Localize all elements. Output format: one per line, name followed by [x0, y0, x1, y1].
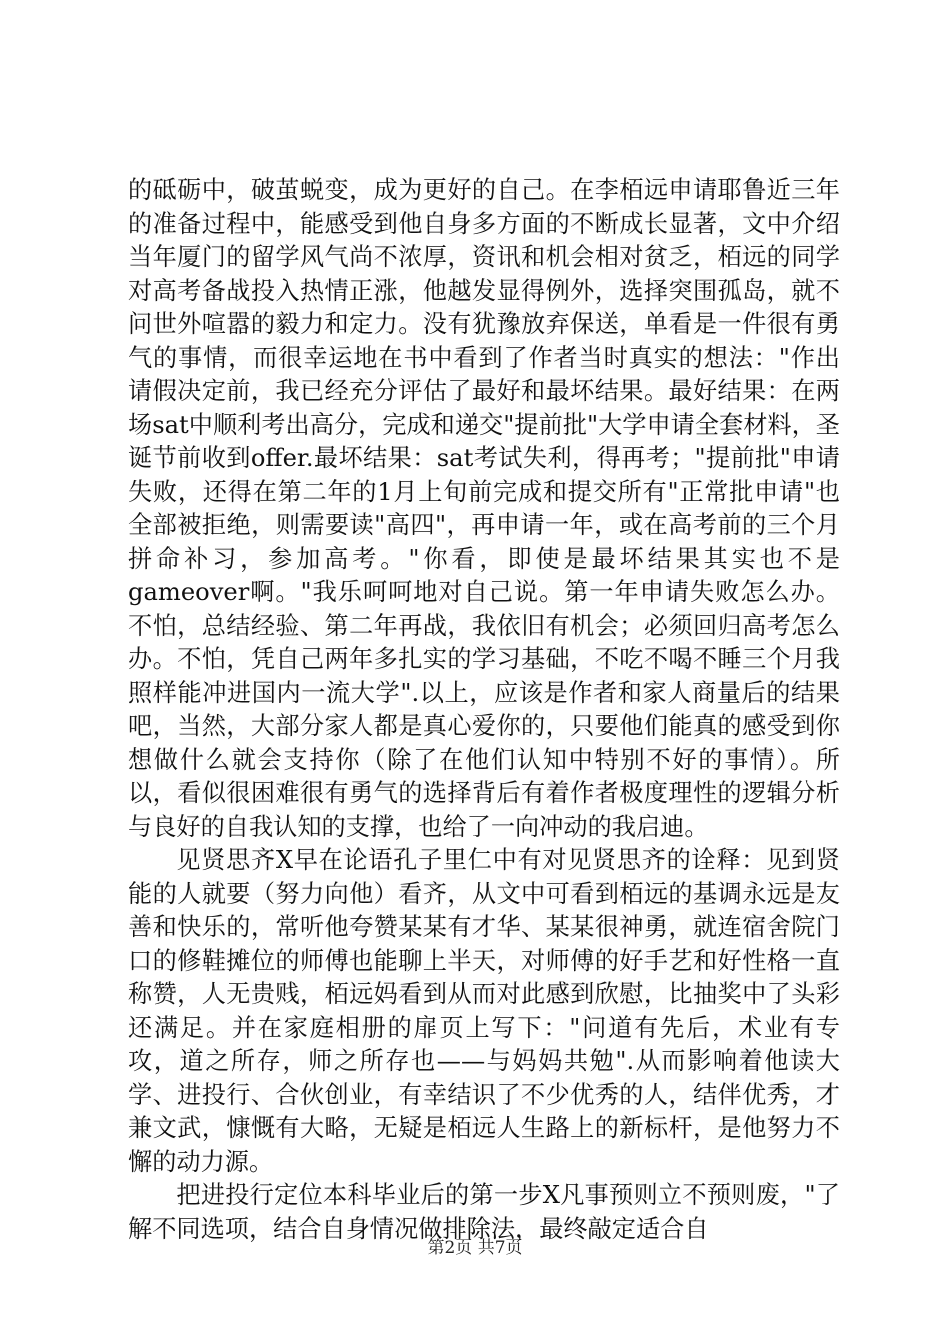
document-body — [128, 174, 840, 1246]
paragraph-2: 见贤思齐X早在论语孔子里仁中有对见贤思齐的诠释：见到贤能的人就要（努力向他）看齐，从文中可看到栢远的基调永远是友善和快乐的，常听他夸赞某某有才华、某某很神勇，就连宿舍院门口的修鞋摊位的师傅也能聊上半天，对师傅的好手艺和好性格一直称赞，人无贵贱，栢远妈看到从而对此感到欣慰，比抽奖中了头彩还满足。并在家庭相册的扉页上写下："问道有先后，术业有专攻，道之所存，师之所存也——与妈妈共勉".从而影响着他读大学、进投行、合伙创业，有幸结识了不少优秀的人，结伴优秀，才兼文武，慷慨有大略，无疑是栢远人生路上的新标杆，是他努力不懈的动力源。 — [128, 846, 840, 1176]
page-number-footer: 第2页 共7页 — [427, 1238, 523, 1258]
paragraph-3: 把进投行定位本科毕业后的第一步X凡事预则立不预则废，"了解不同选项，结合自身情况做排除法，最终敲定适合自 — [128, 1181, 840, 1243]
paragraph-1: 的砥砺中，破茧蜕变，成为更好的自己。在李栢远申请耶鲁近三年的准备过程中，能感受到他自身多方面的不断成长显著，文中介绍当年厦门的留学风气尚不浓厚，资讯和机会相对贫乏，栢远的同学对高考备战投入热情正涨，他越发显得例外，选择突围孤岛，就不问世外喧嚣的毅力和定力。没有犹豫放弃保送，单看是一件很有勇气的事情，而很幸运地在书中看到了作者当时真实的想法："作出请假决定前，我已经充分评估了最好和最坏结果。最好结果：在两场sat中顺利考出高分，完成和递交"提前批"大学申请全套材料，圣诞节前收到offer.最坏结果：sat考试失利，得再考；"提前批"申请失败，还得在第二年的1月上旬前完成和提交所有"正常批申请"也全部被拒绝，则需要读"高四"，再申请一年，或在高考前的三个月拼命补习，参加高考。"你看，即使是最坏结果其实也不是gameover啊。"我乐呵呵地对自己说。第一年申请失败怎么办。不怕，总结经验、第二年再战，我依旧有机会；必须回归高考怎么办。不怕，凭自己两年多扎实的学习基础，不吃不喝不睡三个月我照样能冲进国内一流大学".以上，应该是作者和家人商量后的结果吧，当然，大部分家人都是真心爱你的，只要他们能真的感受到你想做什么就会支持你（除了在他们认知中特别不好的事情）。所以，看似很困难很有勇气的选择背后有着作者极度理性的逻辑分析与良好的自我认知的支撑，也给了一向冲动的我启迪。 — [128, 176, 840, 841]
